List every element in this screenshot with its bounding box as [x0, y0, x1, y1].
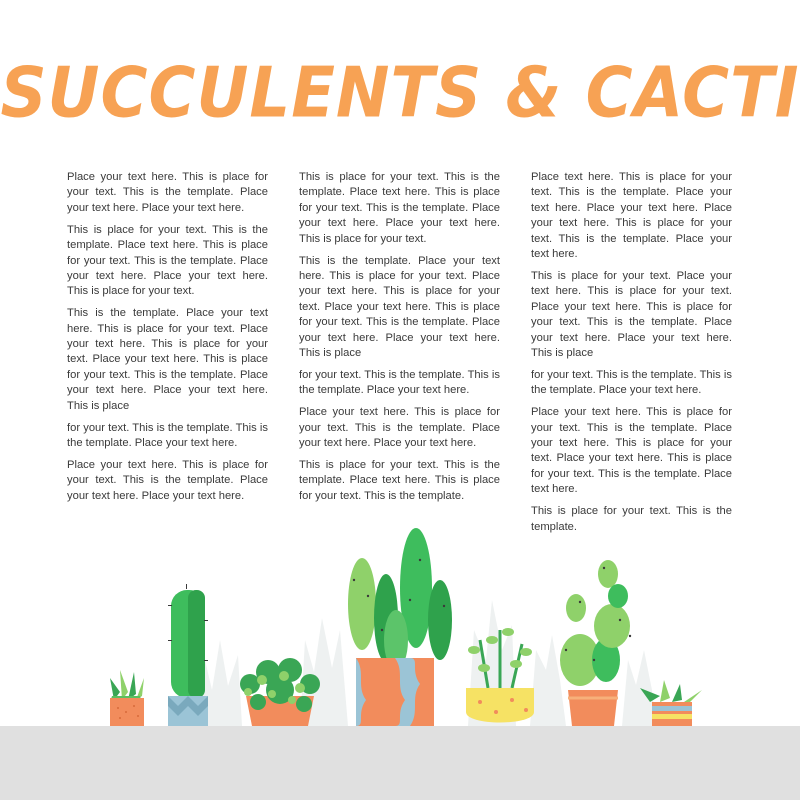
- tall-cactus-plant: [168, 584, 208, 726]
- paragraph: Place text here. This is place for your text. This is the template. Place your text here. Place your text here. Place your text here. This is place for your text. This is the template. Place your text here.: [531, 171, 732, 261]
- paragraph: This is place for your text. Place your text here. This is place for your text. Place your text here. This is place for your text. This is the template. Place your text here. Place your text here. This is place: [531, 269, 732, 359]
- paragraph: This is the template. Place your text here. This is place for your text. Place your text here. This is place for your text. Place your text here. This is place for your text. This is the template. Place your text here. Place your text here. This is place: [299, 254, 500, 359]
- yellow-pot: [466, 688, 534, 723]
- paragraph: Place your text here. This is place for your text. This is the template. Place your text here. Place your text here.: [299, 406, 500, 449]
- paragraph: This is place for your text. This is the template. Place text here. This is place for your text. This is the template.: [299, 458, 500, 502]
- text-column-3: [531, 170, 732, 541]
- paragraph: This is place for your text. This is the template.: [531, 505, 732, 533]
- page-title: SUCCULENTS & CACTI: [0, 54, 800, 134]
- text-column-2: [299, 170, 500, 511]
- paragraph: for your text. This is the template. This is the template. Place your text here.: [299, 368, 500, 397]
- paragraph: for your text. This is the template. This is the template. Place your text here.: [531, 368, 732, 397]
- paragraph: This is place for your text. This is the template. Place text here. This is place for your text. This is the template. Place your text here. Place your text here. This is place for your text.: [299, 171, 500, 245]
- small-succulent-plant: [110, 670, 144, 726]
- paragraph: Place your text here. This is place for your text. This is the template. Place your text here. Place your text here.: [67, 171, 268, 214]
- prickly-pear-plant: [560, 560, 631, 726]
- orange-pot: [568, 690, 618, 726]
- paragraph: This is the template. Place your text here. This is place for your text. Place your text here. This is place for your text. Place your text here. This is place for your text. This is the template. Place your text here. Place your text here. This is place: [67, 307, 268, 412]
- big-cactus-plant: [348, 528, 452, 726]
- text-column-1: [67, 170, 268, 511]
- striped-pot: [356, 658, 434, 726]
- paragraph: This is place for your text. This is the template. Place text here. This is place for your text. This is the template. Place your text here. Place your text here. This is place for your text.: [67, 223, 268, 298]
- plants-illustration: [0, 500, 800, 800]
- paragraph: Place your text here. This is place for your text. This is the template. Place your text here. This is place for your text. Place your text here. This is place for your text. This is the template. Place text here.: [531, 406, 732, 496]
- ground: [0, 726, 800, 800]
- paragraph: for your text. This is the template. This is the template. Place your text here.: [67, 421, 268, 449]
- paragraph: Place your text here. This is place for your text. This is the template. Place your text here. Place your text here.: [67, 458, 268, 502]
